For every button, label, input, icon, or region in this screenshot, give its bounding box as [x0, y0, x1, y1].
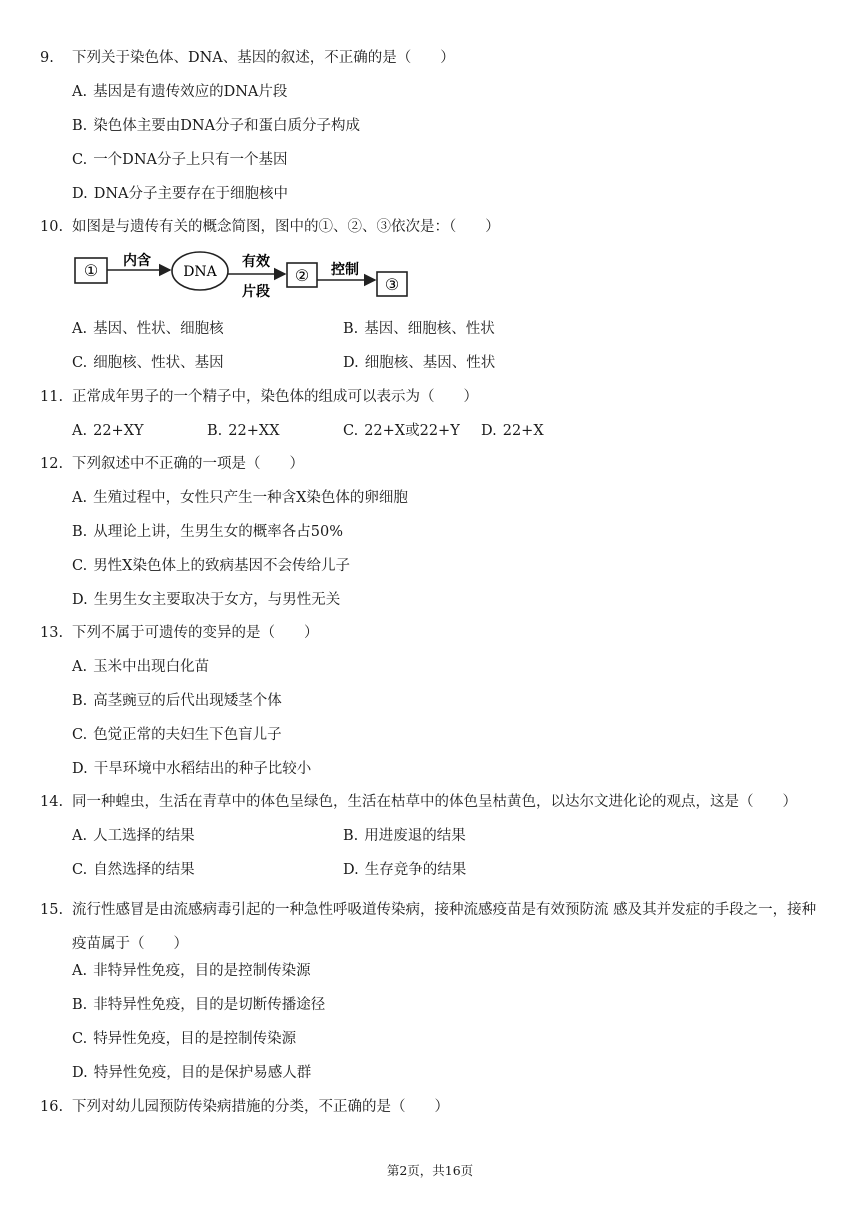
- page-footer: 第2页，共16页: [386, 1163, 474, 1178]
- diagram-node-3: ②: [294, 266, 310, 285]
- option-label: A.: [72, 963, 88, 979]
- option-11d: [481, 421, 544, 441]
- question-number: 14.: [40, 794, 64, 810]
- option-10b: [343, 319, 495, 339]
- option-14b: [343, 826, 466, 846]
- diagram-node-4: ③: [384, 275, 400, 294]
- option-15d: [72, 1063, 311, 1083]
- option-9b: [72, 116, 360, 136]
- question-number: 10.: [40, 219, 64, 235]
- option-10c: [72, 353, 224, 373]
- option-text: 非特异性免疫，目的是控制传染源: [93, 963, 311, 979]
- question-stem: 如图是与遗传有关的概念简图，图中的①、②、③依次是：（ ）: [72, 219, 500, 235]
- option-text: 高茎豌豆的后代出现矮茎个体: [93, 693, 282, 709]
- option-label: A.: [72, 490, 88, 506]
- option-13d: [72, 759, 311, 779]
- option-text: 自然选择的结果: [93, 862, 195, 878]
- question-number: 13.: [40, 625, 64, 641]
- option-text: 干旱环境中水稻结出的种子比较小: [93, 761, 312, 777]
- question-10: [40, 217, 500, 237]
- option-text: 从理论上讲，生男生女的概率各占50%: [93, 524, 343, 540]
- option-label: C.: [72, 862, 88, 878]
- option-text: 一个DNA分子上只有一个基因: [93, 152, 288, 168]
- option-15c: [72, 1029, 296, 1049]
- option-text: 非特异性免疫，目的是切断传播途径: [93, 997, 326, 1013]
- option-text: DNA分子主要存在于细胞核中: [93, 186, 289, 202]
- option-label: B.: [72, 524, 88, 540]
- option-label: A.: [72, 321, 88, 337]
- option-label: C.: [72, 727, 88, 743]
- question-12: [40, 454, 304, 474]
- option-text: 基因是有遗传效应的DNA片段: [93, 84, 288, 100]
- question-stem: 下列关于染色体、DNA、基因的叙述，不正确的是（ ）: [72, 50, 455, 66]
- option-label: D.: [72, 761, 88, 777]
- question-stem: 下列对幼儿园预防传染病措施的分类，不正确的是（ ）: [72, 1099, 449, 1115]
- option-15b: [72, 995, 325, 1015]
- option-text: 基因、性状、细胞核: [93, 321, 224, 337]
- option-label: B.: [343, 828, 359, 844]
- option-12c: [72, 556, 350, 576]
- option-label: B.: [72, 693, 88, 709]
- option-label: C.: [72, 558, 88, 574]
- option-14a: [72, 826, 195, 846]
- option-text: 生存竞争的结果: [364, 862, 467, 878]
- option-text: 染色体主要由DNA分子和蛋白质分子构成: [93, 118, 361, 134]
- option-13c: [72, 725, 282, 745]
- question-stem: 下列叙述中不正确的一项是（ ）: [72, 456, 304, 472]
- question-number: 16.: [40, 1099, 64, 1115]
- option-14c: [72, 860, 195, 880]
- option-text: 基因、细胞核、性状: [364, 321, 495, 337]
- option-15a: [72, 961, 311, 981]
- option-13b: [72, 691, 282, 711]
- option-text: 玉米中出现白化苗: [93, 659, 210, 675]
- option-14d: [343, 860, 466, 880]
- question-stem: 同一种蝗虫，生活在青草中的体色呈绿色，生活在枯草中的体色呈枯黄色，以达尔文进化论的观点，这是（ ）: [72, 794, 797, 810]
- option-text: 男性X染色体上的致病基因不会传给儿子: [93, 558, 351, 574]
- option-label: D.: [343, 355, 359, 371]
- question-stem: 下列不属于可遗传的变异的是（ ）: [72, 625, 319, 641]
- option-text: 生殖过程中，女性只产生一种含X染色体的卵细胞: [93, 490, 408, 506]
- option-9a: [72, 82, 287, 102]
- question-stem: 流行性感冒是由流感病毒引起的一种急性呼吸道传染病，接种流感疫苗是有效预防流 感及其并发症的手段之一，接种疫苗属于（ ）: [72, 902, 817, 952]
- option-label: B.: [343, 321, 359, 337]
- diagram-edge-1: 内含: [123, 253, 151, 269]
- option-text: 细胞核、性状、基因: [93, 355, 224, 371]
- option-label: A.: [72, 423, 88, 439]
- option-label: C.: [72, 355, 88, 371]
- diagram-node-2: DNA: [183, 264, 217, 280]
- option-label: D.: [343, 862, 359, 878]
- option-label: A.: [72, 659, 88, 675]
- option-text: 22+X或22+Y: [364, 423, 460, 439]
- option-label: A.: [72, 828, 88, 844]
- diagram-edge-2-line-1: 有效: [242, 254, 270, 270]
- question-9: [40, 48, 455, 68]
- question-11: [40, 387, 478, 407]
- option-12a: [72, 488, 408, 508]
- option-text: 22+X: [502, 423, 544, 439]
- option-label: D.: [481, 423, 497, 439]
- option-label: C.: [343, 423, 359, 439]
- question-stem: 正常成年男子的一个精子中，染色体的组成可以表示为（ ）: [72, 389, 478, 405]
- option-12d: [72, 590, 340, 610]
- question-14: [40, 792, 797, 812]
- option-9d: [72, 184, 288, 204]
- question-13: [40, 623, 319, 643]
- option-text: 人工选择的结果: [93, 828, 195, 844]
- option-text: 色觉正常的夫妇生下色盲儿子: [93, 727, 282, 743]
- option-label: A.: [72, 84, 88, 100]
- option-11b: [207, 421, 280, 441]
- question-15: [40, 893, 830, 961]
- option-text: 生男生女主要取决于女方，与男性无关: [93, 592, 341, 608]
- option-label: C.: [72, 1031, 88, 1047]
- option-label: B.: [72, 118, 88, 134]
- option-label: B.: [72, 997, 88, 1013]
- option-label: D.: [72, 592, 88, 608]
- question-number: 15.: [40, 902, 64, 918]
- option-text: 特异性免疫，目的是控制传染源: [93, 1031, 297, 1047]
- question-number: 11.: [40, 389, 64, 405]
- option-text: 细胞核、基因、性状: [364, 355, 496, 371]
- option-12b: [72, 522, 343, 542]
- option-text: 特异性免疫，目的是保护易感人群: [93, 1065, 312, 1081]
- option-10d: [343, 353, 495, 373]
- diagram-edge-2-line-2: 片段: [242, 284, 270, 300]
- option-text: 22+XY: [93, 423, 144, 439]
- option-label: D.: [72, 186, 88, 202]
- diagram-edge-3: 控制: [331, 262, 359, 278]
- question-number: 12.: [40, 456, 64, 472]
- option-label: C.: [72, 152, 88, 168]
- question-16: [40, 1097, 449, 1117]
- option-label: B.: [207, 423, 223, 439]
- question-number: 9.: [40, 50, 54, 66]
- diagram-node-1: ①: [83, 261, 99, 280]
- option-13a: [72, 657, 209, 677]
- option-11c: [343, 421, 460, 441]
- option-9c: [72, 150, 287, 170]
- option-text: 用进废退的结果: [364, 828, 466, 844]
- concept-diagram: [70, 248, 420, 304]
- option-10a: [72, 319, 224, 339]
- option-label: D.: [72, 1065, 88, 1081]
- option-11a: [72, 421, 144, 441]
- option-text: 22+XX: [228, 423, 280, 439]
